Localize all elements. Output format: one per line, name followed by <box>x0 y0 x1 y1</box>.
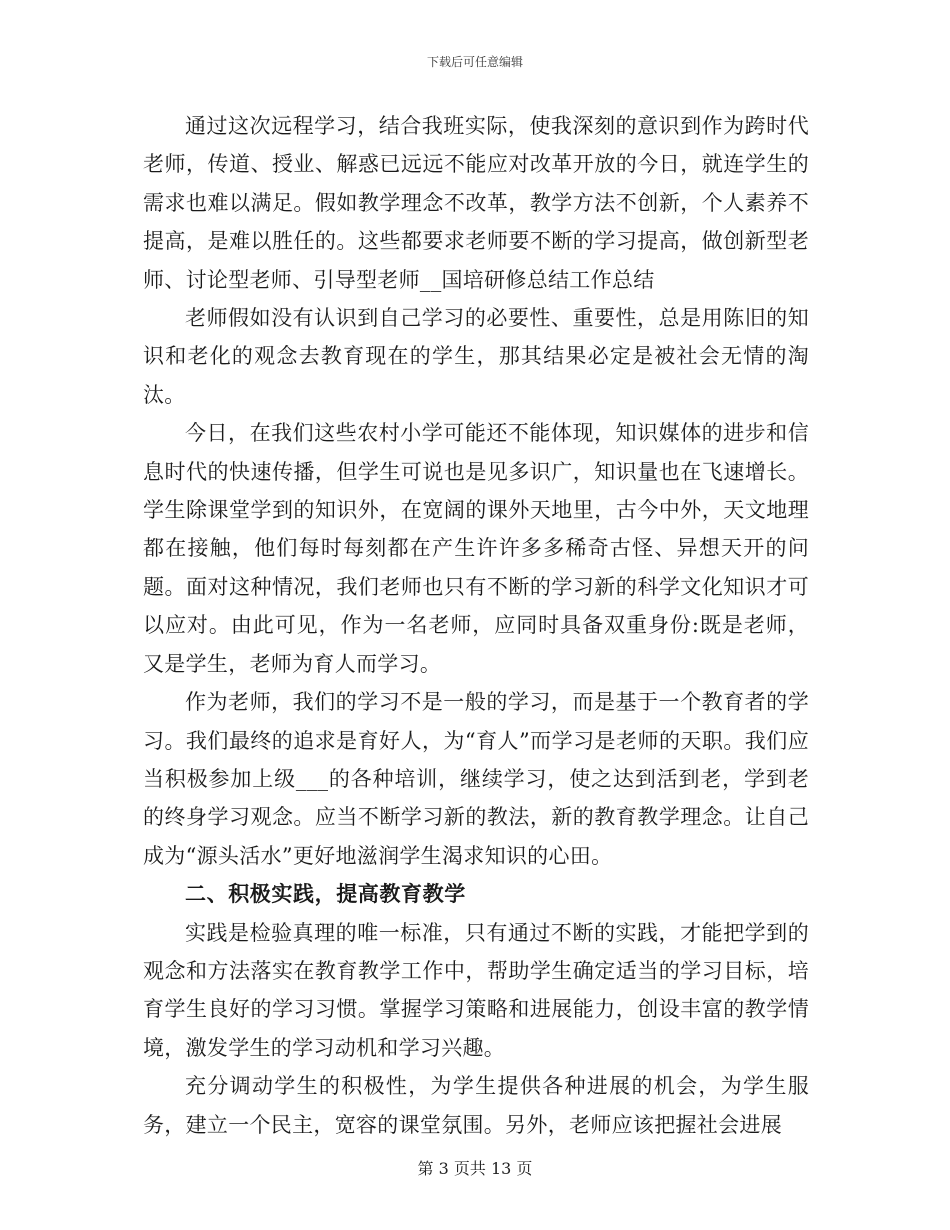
document-body <box>143 107 809 1144</box>
paragraph-3: 今日，在我们这些农村小学可能还不能体现，知识媒体的进步和信息时代的快速传播，但学生可说也是见多识广，知识量也在飞速增长。学生除课堂学到的知识外，在宽阔的课外天地里，古今中外，天文地理都在接触，他们每时每刻都在产生许许多多稀奇古怪、异想天开的问题。面对这种情况，我们老师也只有不断的学习新的科学文化知识才可以应对。由此可见，作为一名老师，应同时具备双重身份:既是老师，又是学生，老师为育人而学习。 <box>143 421 809 676</box>
paragraph-4: 作为老师，我们的学习不是一般的学习，而是基于一个教育者的学习。我们最终的追求是育好人，为“育人”而学习是老师的天职。我们应当积极参加上级___的各种培训，继续学习，使之达到活到老，学到老的终身学习观念。应当不断学习新的教法，新的教育教学理念。让自己成为“源头活水”更好地滋润学生渴求知识的心田。 <box>143 690 809 868</box>
paragraph-5: 实践是检验真理的唯一标准，只有通过不断的实践，才能把学到的观念和方法落实在教育教学工作中，帮助学生确定适当的学习目标，培育学生良好的学习习惯。掌握学习策略和进展能力，创设丰富的教学情境，激发学生的学习动机和学习兴趣。 <box>143 920 809 1060</box>
page-header: 下载后可任意编辑 <box>426 55 523 69</box>
paragraph-2: 老师假如没有认识到自己学习的必要性、重要性，总是用陈旧的知识和老化的观念去教育现在的学生，那其结果必定是被社会无情的淘汰。 <box>143 306 809 407</box>
section-heading-2: 二、积极实践，提高教育教学 <box>185 882 466 907</box>
page-footer: 第 3 页共 13 页 <box>417 1159 533 1178</box>
paragraph-1: 通过这次远程学习，结合我班实际，使我深刻的意识到作为跨时代老师，传道、授业、解惑已远远不能应对改革开放的今日，就连学生的需求也难以满足。假如教学理念不改革，教学方法不创新，个人素养不提高，是难以胜任的。这些都要求老师要不断的学习提高，做创新型老师、讨论型老师、引导型老师__国培研修总结工作总结 <box>143 114 809 292</box>
paragraph-6: 充分调动学生的积极性，为学生提供各种进展的机会，为学生服务，建立一个民主，宽容的课堂氛围。另外，老师应该把握社会进展 <box>143 1074 809 1137</box>
